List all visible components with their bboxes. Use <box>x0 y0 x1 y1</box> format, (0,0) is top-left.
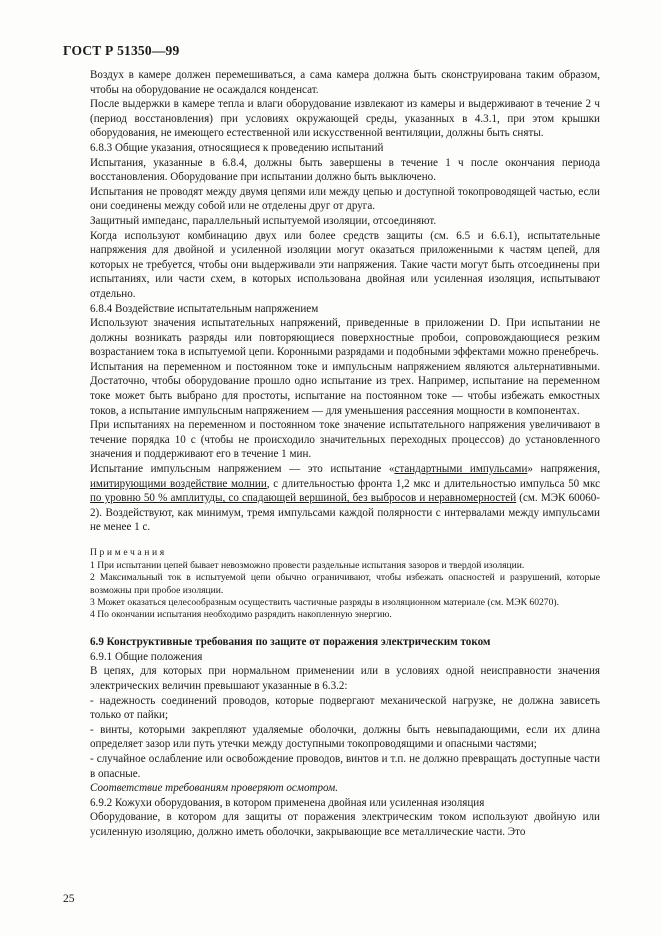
note-item: 2 Максимальный ток в испытуемой цепи обычно ограничивают, чтобы избежать опасностей и разрушений, которые возможны при пробое изоляции. <box>90 572 600 596</box>
document-body <box>90 68 600 840</box>
paragraph: Испытания не проводят между двумя цепями или между цепью и доступной токопроводящей частью, если они соединены между собой или не отделены друг от друга. <box>90 185 600 213</box>
underlined-text: имитирующими воздействие молнии <box>90 477 267 490</box>
compliance-check-text: Соответствие требованиям проверяют осмотром. <box>90 782 339 795</box>
paragraph: Когда используют комбинацию двух или более средств защиты (см. 6.5 и 6.6.1), испытательные напряжения для двойной и усиленной изоляции могут оказаться приложенными к частям цепей, для которых не требуется, чтобы они выдерживали эти напряжения. Такие части могут быть отсоединены при испытаниях, или части схем, в которых использована двойная или усиленная изоляция, испытывают отдельно. <box>90 229 600 300</box>
paragraph: При испытаниях на переменном и постоянном токе значение испытательного напряжения увеличивают в течение порядка 10 с (чтобы не происходило значительных переходных процессов) до установленного значения и поддерживают его в течение 1 мин. <box>90 419 600 461</box>
note-item: 4 По окончании испытания необходимо разрядить накопленную энергию. <box>90 609 392 621</box>
underlined-text: по уровню 50 % амплитуды, со спадающей вершиной, без выбросов и неравномерностей <box>90 492 517 505</box>
text-run: , с длительностью фронта 1,2 мкс и длительностью импульса 50 мкс <box>266 477 600 490</box>
notes-title: Примечания <box>90 547 167 558</box>
paragraph-impulse-test <box>90 462 600 535</box>
text-run: Испытание импульсным напряжением — это испытание « <box>90 463 395 476</box>
page-number: 25 <box>63 893 75 905</box>
note-item: 1 При испытании цепей бывает невозможно провести раздельные испытания зазоров и твердой изоляции. <box>90 560 525 572</box>
paragraph: Защитный импеданс, параллельный испытуемой изоляции, отсоединяют. <box>90 214 437 227</box>
section-heading-6-9: 6.9 Конструктивные требования по защите от поражения электрическим током <box>90 636 491 649</box>
subsection-heading-6-8-3: 6.8.3 Общие указания, относящиеся к проведению испытаний <box>90 141 384 154</box>
paragraph: Испытания на переменном и постоянном токе и импульсным напряжением являются альтернативными. Достаточно, чтобы оборудование прошло одно испытание из трех. Например, испытание на переменном токе может быть выбрано для простоты, испытание на постоянном токе — чтобы избежать емкостных токов, а испытание импульсным напряжением — для уменьшения рассеяния мощности в компонентах. <box>90 360 600 417</box>
notes-block <box>90 547 600 621</box>
paragraph: После выдержки в камере тепла и влаги оборудование извлекают из камеры и выдерживают в течение 2 ч (период восстановления) при условиях окружающей среды, указанных в 4.3.1, при этом крышки оборудования, не имеющего естественной или искусственной вентиляции, должны быть сняты. <box>90 98 600 140</box>
underlined-text: стандартными импульсами <box>394 463 528 476</box>
text-run: (см. МЭК 60060-2). Воздействуют, как минимум, тремя импульсами каждой полярности с интервалами между импульсами не менее 1 с. <box>90 492 601 534</box>
list-item: - случайное ослабление или освобождение проводов, винтов и т.п. не должно превращать доступные части в опасные. <box>90 752 600 780</box>
paragraph: Оборудование, в котором для защиты от поражения электрическим током используют двойную или усиленную изоляцию, должно иметь оболочки, закрывающие все металлические части. Это <box>90 811 600 838</box>
standard-header: ГОСТ Р 51350—99 <box>63 43 180 58</box>
paragraph: Испытания, указанные в 6.8.4, должны быть завершены в течение 1 ч после окончания периода восстановления. Оборудование при испытании должно быть выключено. <box>90 156 600 184</box>
paragraph: В цепях, для которых при нормальном применении или в условиях одной неисправности значения электрических величин превышают указанные в 6.3.2: <box>90 665 600 692</box>
subsection-heading-6-8-4: 6.8.4 Воздействие испытательным напряжением <box>90 302 319 315</box>
text-run: » напряжения, <box>527 463 600 476</box>
list-item: - винты, которыми закрепляют удаляемые оболочки, должны быть невыпадающими, если их длина определяет зазор или путь утечки между доступными токопроводящими и опасными частями; <box>90 723 600 751</box>
subsection-heading-6-9-2: 6.9.2 Кожухи оборудования, в котором применена двойная или усиленная изоляция <box>90 796 485 809</box>
subsection-heading-6-9-1: 6.9.1 Общие положения <box>90 650 203 663</box>
note-item: 3 Может оказаться целесообразным осуществить частичные разряды в изоляционном материале (см. МЭК 60270). <box>90 596 559 608</box>
paragraph: Используют значения испытательных напряжений, приведенные в приложении D. При испытании не должны возникать разряды или повторяющиеся поверхностные пробои, сопровождающиеся резким возрастанием тока в испытуемой цепи. Коронными разрядами и подобными эффектами можно пренебречь. <box>90 317 600 359</box>
paragraph: Воздух в камере должен перемешиваться, а сама камера должна быть сконструирована таким образом, чтобы на оборудование не осаждался конденсат. <box>90 69 600 96</box>
list-item: - надежность соединений проводов, которые подвергают механической нагрузке, не должна зависеть только от пайки; <box>90 694 600 722</box>
